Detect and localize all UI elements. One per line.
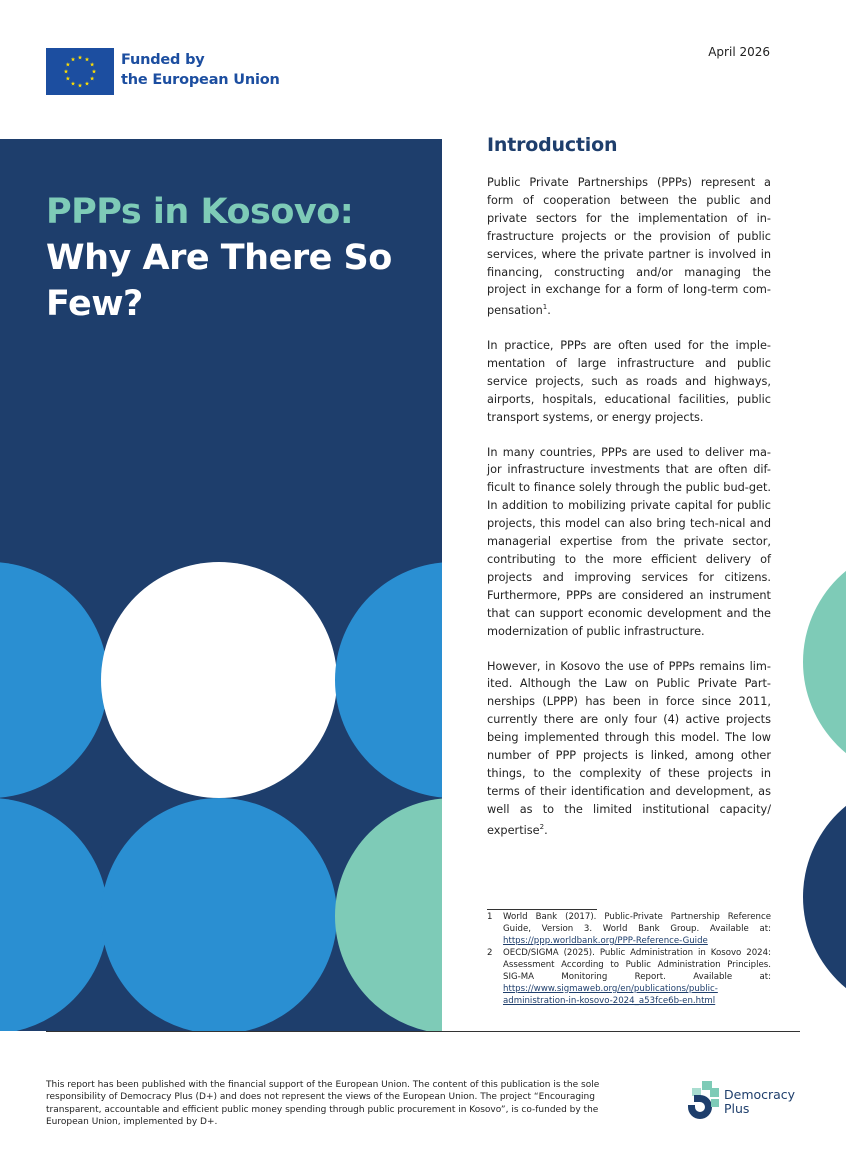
eu-star: [66, 76, 70, 80]
publication-date: April 2026: [708, 45, 770, 59]
introduction-section: [487, 134, 771, 856]
eu-star: [64, 69, 68, 73]
circle-blue-left-bottom: [0, 798, 108, 1031]
eu-star: [71, 81, 75, 85]
intro-paragraph-2: In practice, PPPs are often used for the imple-mentation of large infrastructure and public service projects, such as roads and highways, airports, hospitals, educational facilities, public transport systems, or energy projects.: [487, 339, 771, 424]
title-line-1: PPPs in Kosovo:: [46, 192, 354, 232]
circle-blue-center-bottom: [101, 798, 337, 1031]
eu-star: [78, 55, 82, 59]
funding-disclaimer: This report has been published with the financial support of the European Union. The content of this publication is the sole responsibility of Democracy Plus (D+) and does not represent the views of the European Union. The project “Encouraging transparent, accountable and efficient public money spending through public procurement in Kosovo”, is co-funded by the European Union, implemented by D+.: [46, 1080, 600, 1128]
intro-paragraph-4: However, in Kosovo the use of PPPs remains lim-ited. Although the Law on Public Private Part-nerships (LPPP) has been in force since 2011, currently there are only four (4) active projects being implemented through this model. The low number of PPP projects is linked, among other things, to the complexity of these projects in terms of their identification and development, as well as to the limited institutional capacity/ expertise$^2$.: [487, 659, 771, 837]
intro-paragraph-1: Public Private Partnerships (PPPs) represent a form of cooperation between the public and private sectors for the implementation of in-frastructure projects or the provision of public services, where the private partner is involved in financing, constructing and/or managing the project in exchange for a form of long-term com-pensation$^1$.: [487, 176, 771, 318]
eu-stars-icon: [46, 48, 114, 95]
footnote-number: 2: [487, 948, 493, 959]
footnote-text: OECD/SIGMA (2025). Public Administration in Kosovo 2024: Assessment According to Public Administration Principles. SIG-MA Monitoring Report. Available at:: [503, 948, 771, 982]
footnote-item: [487, 912, 771, 947]
eu-funding-label: [121, 50, 280, 90]
footnote-text: World Bank (2017). Public-Private Partnership Reference Guide, Version 3. World Bank Group. Available at:: [503, 912, 771, 934]
circle-blue-right-top: [335, 562, 442, 798]
footnote-item: [487, 948, 771, 1007]
circle-mint-right-edge: [803, 544, 846, 780]
eu-label-line2: the European Union: [121, 72, 280, 88]
democracy-plus-logo-icon: [680, 1081, 720, 1121]
democracy-plus-logo-text: [724, 1088, 795, 1116]
circle-mint-right-bottom: [335, 798, 442, 1031]
eu-flag-logo: [46, 48, 114, 95]
intro-p4-text: However, in Kosovo the use of PPPs remains lim-ited. Although the Law on Public Private Part-nerships (LPPP) has been in force since 2011, currently there are only four (4) active projects being implemented through this model. The low number of PPP projects is linked, among other things, to the complexity of these projects in terms of their identification and development, as well as to the limited institutional capacity/ expertise: [487, 659, 771, 837]
eu-star: [78, 83, 82, 87]
circle-navy-right-edge: [803, 779, 846, 1015]
eu-star: [85, 57, 89, 61]
intro-p1-text: Public Private Partnerships (PPPs) represent a form of cooperation between the public and private sectors for the implementation of in-frastructure projects or the provision of public services, where the private partner is involved in financing, constructing and/or managing the project in exchange for a form of long-term com-pensation: [487, 176, 771, 318]
eu-star: [90, 62, 94, 66]
title-line-2: Why Are There So Few?: [46, 238, 392, 324]
cover-panel: [0, 139, 442, 1031]
footnote-ref-1[interactable]: 1: [542, 303, 548, 312]
logo-line-2: Plus: [724, 1101, 750, 1116]
eu-star: [71, 57, 75, 61]
circle-white: [101, 562, 337, 798]
footnotes: [487, 912, 771, 1008]
eu-star: [66, 62, 70, 66]
footnote-ref-2[interactable]: 2: [539, 822, 545, 831]
eu-label-line1: Funded by: [121, 52, 205, 68]
logo-line-1: Democracy: [724, 1087, 796, 1102]
footer-divider: [46, 1031, 800, 1032]
introduction-heading: Introduction: [487, 134, 618, 156]
footnote-link[interactable]: https://www.sigmaweb.org/en/publications/public-administration-in-kosovo-2024_a53fce6b-en.html: [503, 983, 718, 1006]
footnote-body: [503, 912, 771, 947]
page-title: [46, 189, 426, 327]
eu-star: [92, 69, 96, 73]
eu-star: [90, 76, 94, 80]
footnote-divider: [487, 909, 597, 910]
footnote-link[interactable]: https://ppp.worldbank.org/PPP-Reference-Guide: [503, 935, 708, 946]
intro-paragraph-3: In many countries, PPPs are used to deliver ma-jor infrastructure investments that are often dif-ficult to finance solely through the public bud-get. In addition to mobilizing private capital for public projects, this model can also bring tech-nical and managerial expertise from the private sector, contributing to the more efficient delivery of projects and improving services for citizens. Furthermore, PPPs are considered an instrument that can support economic development and the modernization of public infrastructure.: [487, 445, 771, 638]
footnote-body: [503, 948, 771, 1007]
circle-blue-left-top: [0, 562, 108, 798]
footnote-number: 1: [487, 912, 493, 922]
eu-star: [85, 81, 89, 85]
